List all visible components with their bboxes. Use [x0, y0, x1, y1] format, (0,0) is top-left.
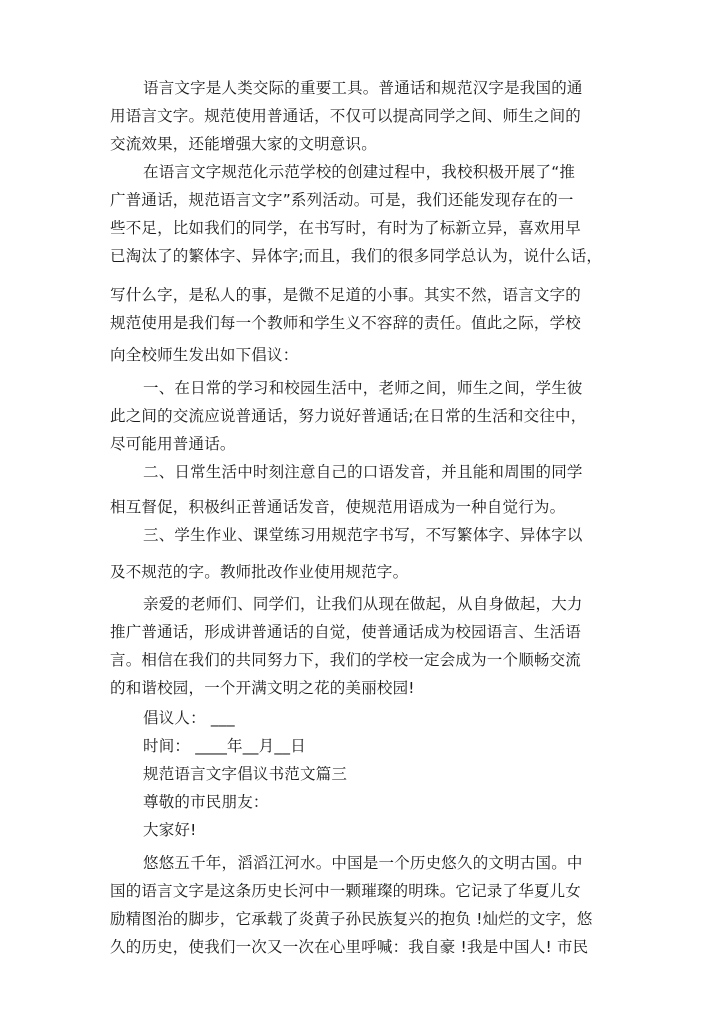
- paragraph-line: 言。相信在我们的共同努力下，我们的学校一定会成为一个顺畅交流: [110, 651, 582, 669]
- paragraph-line: 推广普通话，形成讲普通话的自觉，使普通话成为校园语言、生活语: [110, 623, 582, 641]
- paragraph-line: 交流效果，还能增强大家的文明意识。: [110, 135, 377, 153]
- paragraph-line: 及不规范的字。教师批改作业使用规范字。: [110, 563, 409, 581]
- paragraph-line: 二、日常生活中时刻注意自己的口语发音，并且能和周围的同学: [143, 463, 583, 481]
- paragraph-line: 一、在日常的学习和校园生活中，老师之间，师生之间，学生彼: [143, 379, 583, 397]
- paragraph-line: 久的历史，使我们一次又一次在心里呼喊：我自豪 !我是中国人! 市民: [110, 938, 589, 956]
- paragraph-line: 相互督促，积极纠正普通话发音，使规范用语成为一种自觉行为。: [110, 498, 566, 516]
- paragraph-line: 用语言文字。规范使用普通话，不仅可以提高同学之间、师生之间的: [110, 107, 582, 125]
- section-title: 规范语言文字倡议书范文篇三: [143, 765, 348, 783]
- initiator-line: 倡议人： ___: [143, 709, 235, 727]
- paragraph-line: 已淘汰了的繁体字、异体字;而且，我们的很多同学总认为，说什么话，: [110, 247, 603, 265]
- paragraph-line: 的和谐校园，一个开满文明之花的美丽校园!: [110, 679, 415, 697]
- paragraph-line: 亲爱的老师们、同学们，让我们从现在做起，从自身做起，大力: [143, 595, 583, 613]
- paragraph-line: 三、学生作业、课堂练习用规范字书写，不写繁体字、异体字以: [143, 526, 583, 544]
- paragraph-line: 尽可能用普通话。: [110, 435, 236, 453]
- paragraph-line: 此之间的交流应说普通话，努力说好普通话;在日常的生活和交往中，: [110, 407, 587, 425]
- paragraph-line: 语言文字是人类交际的重要工具。普通话和规范汉字是我国的通: [143, 79, 583, 97]
- paragraph-line: 励精图治的脚步，它承载了炎黄子孙民族复兴的抱负 !灿烂的文字，悠: [110, 910, 593, 928]
- paragraph-line: 广普通话，规范语言文字”系列活动。可是，我们还能发现存在的一: [110, 191, 574, 209]
- paragraph-line: 向全校师生发出如下倡议：: [110, 346, 299, 364]
- paragraph-line: 在语言文字规范化示范学校的创建过程中，我校积极开展了“推: [143, 163, 576, 181]
- paragraph-line: 国的语言文字是这条历史长河中一颗璀璨的明珠。它记录了华夏儿女: [110, 882, 582, 900]
- greeting: 大家好!: [143, 821, 197, 839]
- paragraph-line: 些不足，比如我们的同学，在书写时，有时为了标新立异，喜欢用早: [110, 219, 582, 237]
- date-line: 时间： ____年__月__日: [143, 737, 306, 755]
- paragraph-line: 规范使用是我们每一个教师和学生义不容辞的责任。值此之际，学校: [110, 314, 582, 332]
- paragraph-line: 悠悠五千年，滔滔江河水。中国是一个历史悠久的文明古国。中: [143, 854, 583, 872]
- paragraph-line: 写什么字，是私人的事，是微不足道的小事。其实不然，语言文字的: [110, 286, 582, 304]
- salutation: 尊敬的市民朋友：: [143, 793, 269, 811]
